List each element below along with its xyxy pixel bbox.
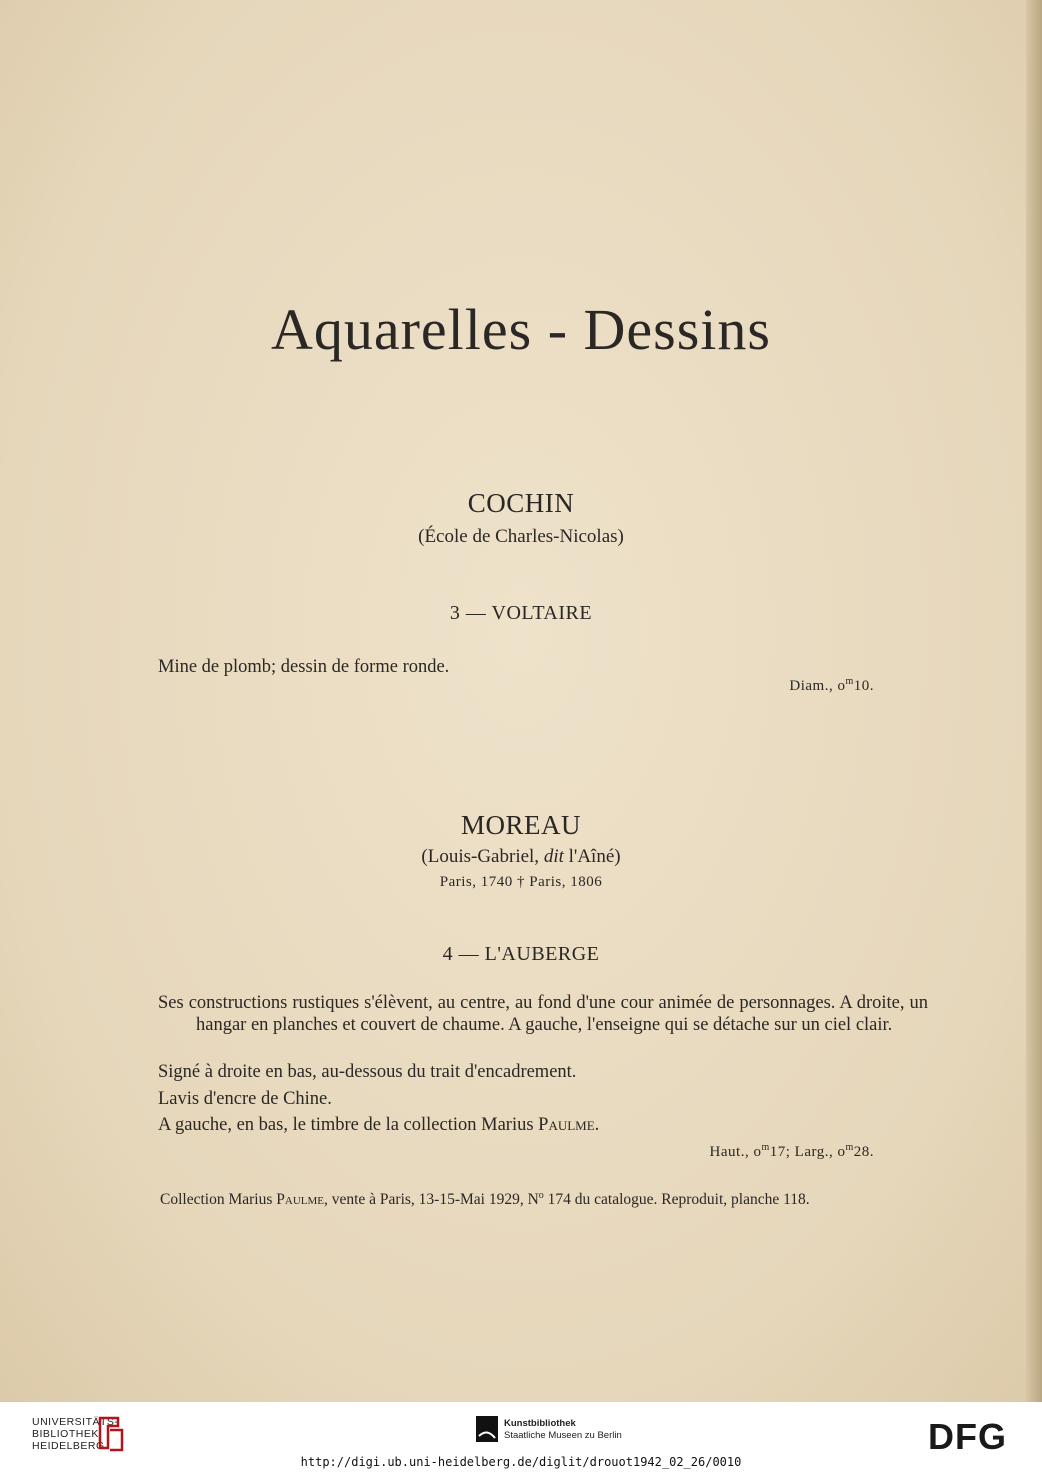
item-4-paragraph-3: Lavis d'encre de Chine. — [158, 1089, 332, 1109]
item-heading-3: 3 — VOLTAIRE — [449, 602, 593, 624]
item-4-paragraph-2: Signé à droite en bas, au-dessous du trait d'encadrement. — [158, 1062, 577, 1082]
note-b: , vente à Paris, 13-15-Mai 1929, N — [323, 1191, 539, 1209]
artist-name-moreau: MOREAU — [460, 810, 581, 840]
dims-c: 28. — [853, 1144, 874, 1160]
dims-sup: m — [845, 676, 854, 687]
para4-smallcaps: Paulme — [538, 1115, 595, 1135]
subtitle-italic: dit — [543, 846, 564, 867]
item-4-paragraph-1: Ses constructions rustiques s'élèvent, au centre, au fond d'une cour animée de personnages. A droite, un hangar en planches et couvert de chaume. A gauche, l'enseigne qui se détache sur un ciel clair. — [158, 993, 928, 1035]
artist-subtitle-cochin: (École de Charles-Nicolas) — [418, 526, 624, 547]
page-title: Aquarelles - Dessins — [270, 297, 771, 362]
item-4-dimensions — [600, 1142, 874, 1161]
para4-end: . — [594, 1115, 600, 1135]
dims-text: Diam., o — [789, 678, 846, 694]
para4-text: A gauche, en bas, le timbre de la collection Marius — [158, 1115, 539, 1135]
kunstbibliothek-logo-icon — [476, 1416, 498, 1442]
artist-dates: Paris, 1740 † Paris, 1806 — [439, 874, 603, 890]
item-4-paragraph-4 — [158, 1114, 888, 1136]
provenance-note — [160, 1187, 930, 1208]
uni-line-3: HEIDELBERG — [32, 1440, 105, 1452]
item-3-description: Mine de plomb; dessin de forme ronde. — [158, 657, 450, 677]
kunstbibliothek-logo-text — [504, 1418, 622, 1442]
uni-line-2: BIBLIOTHEK — [32, 1428, 99, 1440]
note-c: 174 du catalogue. Reproduit, planche 118. — [543, 1191, 810, 1209]
dims-sup-2: m — [845, 1142, 854, 1153]
artist-name-cochin: COCHIN — [467, 488, 575, 518]
note-a: Collection Marius — [160, 1191, 277, 1209]
artist-subtitle-moreau — [0, 846, 1042, 868]
item-3-dimensions — [700, 676, 874, 695]
item-heading-4: 4 — L'AUBERGE — [442, 943, 600, 965]
kb-line-2: Staatliche Museen zu Berlin — [504, 1430, 622, 1441]
note-smallcaps: Paulme — [276, 1191, 324, 1209]
subtitle-part-a: (Louis-Gabriel, — [421, 846, 544, 867]
page-url-link[interactable]: http://digi.ub.uni-heidelberg.de/diglit/drouot1942_02_26/0010 — [300, 1455, 742, 1469]
dfg-logo: DFG — [928, 1416, 1007, 1457]
dims-b: 17; Larg., o — [769, 1144, 846, 1160]
page-edge — [1026, 0, 1042, 1402]
kb-line-1: Kunstbibliothek — [504, 1418, 576, 1429]
dims-sup-1: m — [761, 1142, 770, 1153]
subtitle-part-b: l'Aîné) — [563, 846, 621, 867]
heidelberg-logo-icon — [96, 1414, 126, 1452]
uni-line-1: UNIVERSITÄTS- — [32, 1416, 119, 1428]
dims-a: Haut., o — [709, 1144, 762, 1160]
note-sup: o — [538, 1190, 544, 1201]
dims-end: 10. — [853, 678, 874, 694]
